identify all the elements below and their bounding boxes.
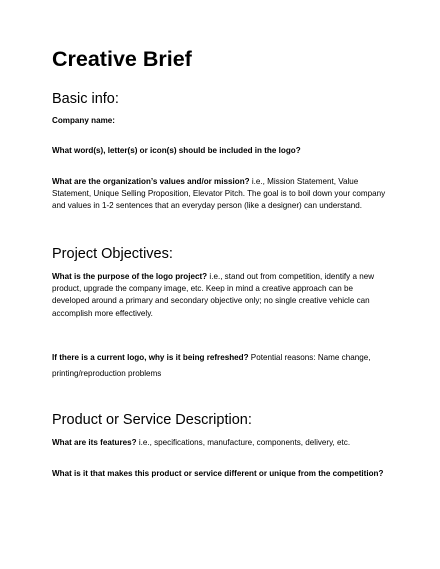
- question-text: What word(s), letter(s) or icon(s) should be included in the logo?: [52, 146, 301, 155]
- section-heading-project-objectives: Project Objectives:: [52, 246, 173, 262]
- section-heading-basic-info: Basic info:: [52, 91, 119, 107]
- question-detail: i.e., stand out from competition, identify a new product, upgrade the company image, etc. Keep in mind a creative approach can be developed around a primary and secondary objective only; no single creative vehicle can accomplish more effectively.: [52, 272, 375, 318]
- question-detail: i.e., Mission Statement, Value Statement, Unique Selling Proposition, Elevator Pitch. The goal is to boil down your company and values in 1-2 sentences that an everyday person (like a designer) can understand.: [52, 177, 386, 211]
- question-logo-content: [52, 145, 388, 157]
- question-text: What is the purpose of the logo project?: [52, 272, 208, 281]
- question-text: What are its features?: [52, 438, 137, 447]
- question-text: Company name:: [52, 116, 115, 125]
- question-text: If there is a current logo, why is it being refreshed?: [52, 353, 249, 362]
- question-logo-purpose: [52, 271, 388, 320]
- question-features: [52, 437, 388, 449]
- question-values-mission: [52, 176, 388, 213]
- section-heading-product-description: Product or Service Description:: [52, 412, 252, 428]
- question-current-logo: [52, 350, 388, 382]
- question-text: What are the organization’s values and/or mission?: [52, 177, 250, 186]
- question-text: What is it that makes this product or service different or unique from the competition?: [52, 469, 384, 478]
- question-differentiation: [52, 466, 388, 482]
- question-company-name: [52, 115, 388, 127]
- document-title: Creative Brief: [52, 47, 192, 71]
- question-detail: Potential reasons: Name change, printing/reproduction problems: [52, 353, 371, 378]
- question-detail: i.e., specifications, manufacture, components, delivery, etc.: [138, 438, 351, 447]
